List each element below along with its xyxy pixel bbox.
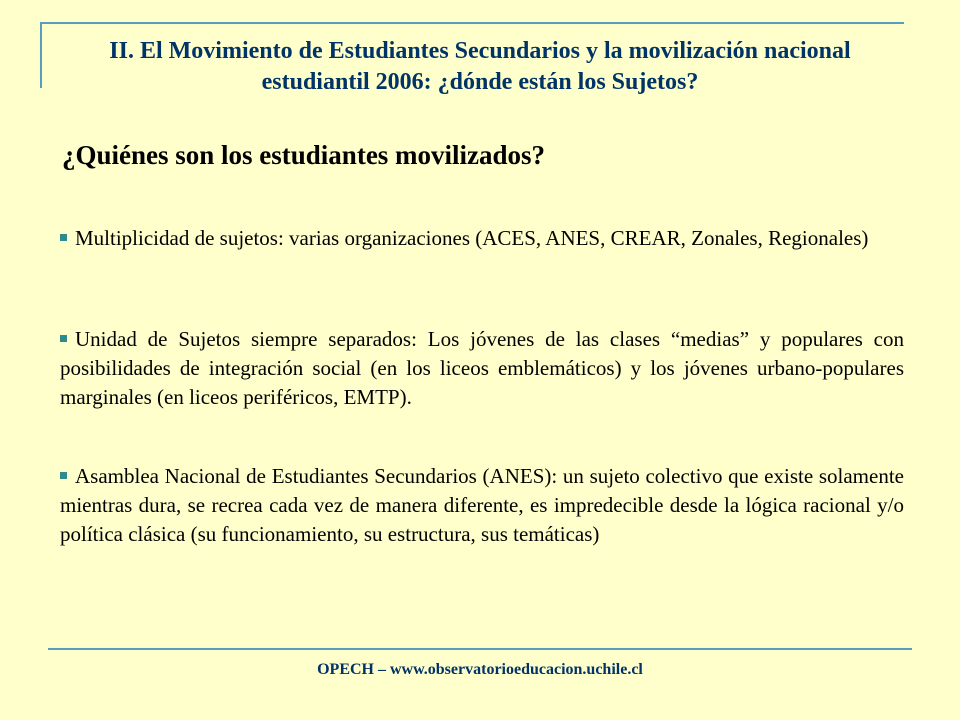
square-bullet-icon [60,335,67,342]
bullet-item-1 [60,224,904,253]
bullet-item-3 [60,462,904,549]
footer-rule [48,648,912,650]
bullet-item-2 [60,325,904,412]
title-top-rule [40,22,904,24]
bullet-text: Multiplicidad de sujetos: varias organizaciones (ACES, ANES, CREAR, Zonales, Regionales) [75,226,869,250]
square-bullet-icon [60,472,67,479]
footer-text: OPECH – www.observatorioeducacion.uchile.cl [317,661,643,678]
bullet-text: Asamblea Nacional de Estudiantes Secundarios (ANES): un sujeto colectivo que existe solamente mientras dura, se recrea cada vez de manera diferente, es impredecible desde la lógica racional y/o política clásica (su funcionamiento, su estructura, sus temáticas) [60,464,904,546]
bullet-text: Unidad de Sujetos siempre separados: Los jóvenes de las clases “medias” y populares con posibilidades de integración social (en los liceos emblemáticos) y los jóvenes urbano-populares marginales (en liceos periféricos, EMTP). [60,327,904,409]
title-left-rule [40,22,42,88]
square-bullet-icon [60,234,67,241]
slide-title: II. El Movimiento de Estudiantes Secundarios y la movilización nacional estudiantil 2006: ¿dónde están los Sujetos? [109,38,851,95]
subheading: ¿Quiénes son los estudiantes movilizados? [62,140,546,170]
